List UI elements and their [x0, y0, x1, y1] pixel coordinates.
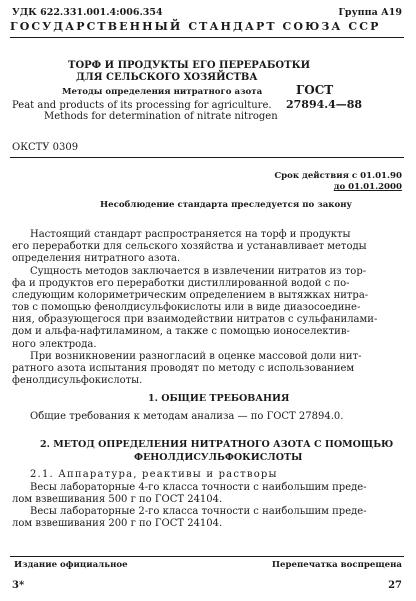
official-edition-note: Издание официальное [14, 560, 128, 570]
text-line: лом взвешивания 200 г по ГОСТ 24104. [12, 518, 223, 530]
text-line: фа и продуктов его переработки дистиллированной водой с по- [12, 278, 350, 290]
text-line: ратного азота испытания проводят по методу с использованием [12, 363, 355, 375]
text-line: лом взвешивания 500 г по ГОСТ 24104. [12, 494, 223, 506]
text-line: его переработки для сельского хозяйства и устанавливает методы [12, 241, 367, 253]
non-compliance-note: Несоблюдение стандарта преследуется по закону [100, 200, 352, 210]
validity-to: до 01.01.2000 [333, 182, 402, 192]
title-ru-subtitle: Методы определения нитратного азота [62, 87, 263, 97]
signature-mark: 3* [12, 580, 25, 591]
text-line: При возникновении разногласий в оценке массовой доли нит- [30, 351, 362, 362]
section-2-heading-line-2: ФЕНОЛДИСУЛЬФОКИСЛОТЫ [134, 452, 303, 463]
text-line: следующим колориметрическим определением в вытяжках нитра- [12, 290, 369, 302]
section-1-text: Общие требования к методам анализа — по ГОСТ 27894.0. [30, 411, 344, 422]
section-2-heading-line-1: 2. МЕТОД ОПРЕДЕЛЕНИЯ НИТРАТНОГО АЗОТА С ПОМОЩЬЮ [40, 439, 394, 450]
title-ru-line-1: ТОРФ И ПРОДУКТЫ ЕГО ПЕРЕРАБОТКИ [68, 60, 311, 71]
gost-label: ГОСТ [296, 83, 334, 97]
reprint-forbidden-note: Перепечатка воспрещена [271, 560, 402, 570]
text-line: Весы лабораторные 4-го класса точности с наибольшим преде- [30, 482, 367, 493]
text-line: Настоящий стандарт распространяется на торф и продукты [30, 229, 351, 240]
section-1-heading: 1. ОБЩИЕ ТРЕБОВАНИЯ [148, 393, 290, 404]
state-standard-heading: ГОСУДАРСТВЕННЫЙ СТАНДАРТ СОЮЗА ССР [10, 20, 381, 33]
intro-paragraph-1 [12, 229, 404, 265]
intro-paragraph-2 [12, 266, 404, 351]
page-number: 27 [388, 580, 402, 591]
section-2-body [12, 482, 404, 530]
text-line: тов с помощью фенолдисульфокислоты или в виде диазосоедине- [12, 302, 361, 314]
okstu-code: ОКСТУ 0309 [12, 142, 79, 153]
intro-paragraph-3 [12, 351, 404, 387]
footer-rule [10, 556, 404, 557]
text-line: Сущность методов заключается в извлечении нитратов из тор- [30, 266, 367, 277]
text-line: фенолдисульфокислоты. [12, 375, 143, 387]
subsection-2-1-heading: 2.1. Аппаратура, реактивы и растворы [30, 469, 278, 480]
text-line: ного электрода. [12, 338, 97, 350]
title-ru-line-2: ДЛЯ СЕЛЬСКОГО ХОЗЯЙСТВА [76, 72, 258, 83]
text-line: Весы лабораторные 2-го класса точности с наибольшим преде- [30, 506, 367, 518]
header-rule [10, 37, 404, 38]
text-line: определения нитратного азота. [12, 253, 181, 265]
gost-number: 27894.4—88 [286, 98, 363, 111]
udk-code: УДК 622.331.001.4:006.354 [12, 7, 163, 18]
title-en-line-2: Methods for determination of nitrate nitrogen [44, 111, 278, 122]
okstu-rule [10, 157, 404, 158]
title-en-line-1: Peat and products of its processing for agriculture. [12, 100, 272, 111]
group-code: Группа А19 [338, 7, 402, 18]
text-line: дом и альфа-нафтиламином, а также с помощью ионоселектив- [12, 326, 350, 338]
validity-from: Срок действия с 01.01.90 [274, 171, 402, 181]
text-line: ния, образующегося при взаимодействии нитратов с сульфанилами- [12, 314, 378, 326]
